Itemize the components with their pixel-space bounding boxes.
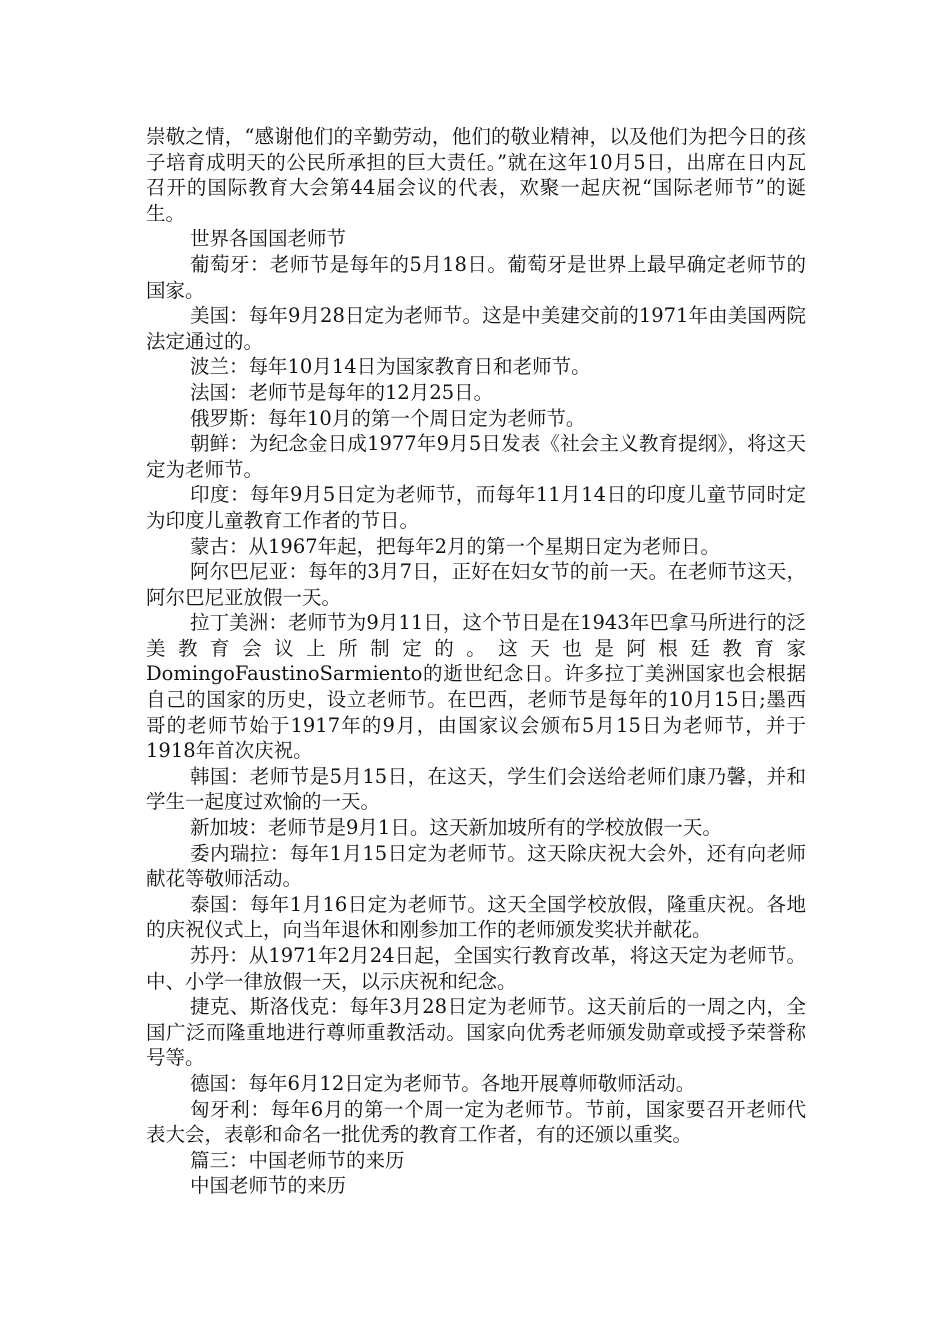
paragraph-france: 法国：老师节是每年的12月25日。: [190, 380, 494, 404]
paragraph-germany: 德国：每年6月12日定为老师节。各地开展尊师敬师活动。: [190, 1071, 696, 1095]
paragraph-portugal: 葡萄牙：老师节是每年的5月18日。葡萄牙是世界上最早确定老师节的国家。: [146, 252, 806, 302]
paragraph-south-korea: 韩国：老师节是5月15日，在这天，学生们会送给老师们康乃馨，并和学生一起度过欢愉的一天。: [146, 764, 806, 814]
paragraph-north-korea: 朝鲜：为纪念金日成1977年9月5日发表《社会主义教育提纲》，将这天定为老师节。: [146, 432, 806, 481]
paragraph-czech-slovakia: 捷克、斯洛伐克：每年3月28日定为老师节。这天前后的一周之内，全国广泛而隆重地进行尊师重教活动。国家向优秀老师颁发勋章或授予荣誉称号等。: [146, 995, 806, 1070]
paragraph-sudan: 苏丹：从1971年2月24日起，全国实行教育改革，将这天定为老师节。中、小学一律放假一天，以示庆祝和纪念。: [146, 944, 806, 993]
paragraph-hungary: 匈牙利：每年6月的第一个周一定为老师节。节前，国家要召开老师代表大会，表彰和命名一批优秀的教育工作者，有的还颁以重奖。: [146, 1097, 806, 1147]
paragraph-albania: 阿尔巴尼亚：每年的3月7日，正好在妇女节的前一天。在老师节这天，阿尔巴尼亚放假一天。: [146, 560, 806, 609]
paragraph-usa: 美国：每年9月28日定为老师节。这是中美建交前的1971年由美国两院法定通过的。: [146, 304, 806, 353]
section-heading-part-three: 篇三：中国老师节的来历: [190, 1148, 405, 1172]
section-title-china-teachers-day-origin: 中国老师节的来历: [190, 1174, 347, 1198]
paragraph-latin-america: 拉丁美洲：老师节为9月11日，这个节日是在1943年巴拿马所进行的泛美教育会议上所制定的。这天也是阿根廷教育家DomingoFaustinoSarmiento的逝世纪念日。许多拉丁美洲国家也会根据自己的国家的历史，设立老师节。在巴西，老师节是每年的10月15日;墨西哥的老师节始于1917年的9月，由国家议会颁布5月15日为老师节，并于1918年首次庆祝。: [146, 611, 806, 763]
continuation-paragraph: 崇敬之情，“感谢他们的辛勤劳动，他们的敬业精神，以及他们为把今日的孩子培育成明天的公民所承担的巨大责任。”就在这年10月5日，出席在日内瓦召开的国际教育大会第44届会议的代表，欢聚一起庆祝“国际老师节”的诞生。: [146, 125, 806, 225]
document-body: [146, 124, 806, 1199]
paragraph-singapore: 新加坡：老师节是9月1日。这天新加坡所有的学校放假一天。: [190, 816, 722, 840]
paragraph-venezuela: 委内瑞拉：每年1月15日定为老师节。这天除庆祝大会外，还有向老师献花等敬师活动。: [146, 841, 806, 891]
paragraph-india: 印度：每年9月5日定为老师节，而每年11月14日的印度儿童节同时定为印度儿童教育工作者的节日。: [146, 483, 806, 532]
paragraph-mongolia: 蒙古：从1967年起，把每年2月的第一个星期日定为老师日。: [190, 534, 721, 558]
paragraph-russia: 俄罗斯：每年10月的第一个周日定为老师节。: [190, 406, 586, 430]
section-heading-world-teachers-day: 世界各国国老师节: [190, 227, 347, 251]
paragraph-thailand: 泰国：每年1月16日定为老师节。这天全国学校放假，隆重庆祝。各地的庆祝仪式上，向当年退休和刚参加工作的老师颁发奖状并献花。: [146, 892, 806, 942]
paragraph-poland: 波兰：每年10月14日为国家教育日和老师节。: [190, 355, 591, 379]
